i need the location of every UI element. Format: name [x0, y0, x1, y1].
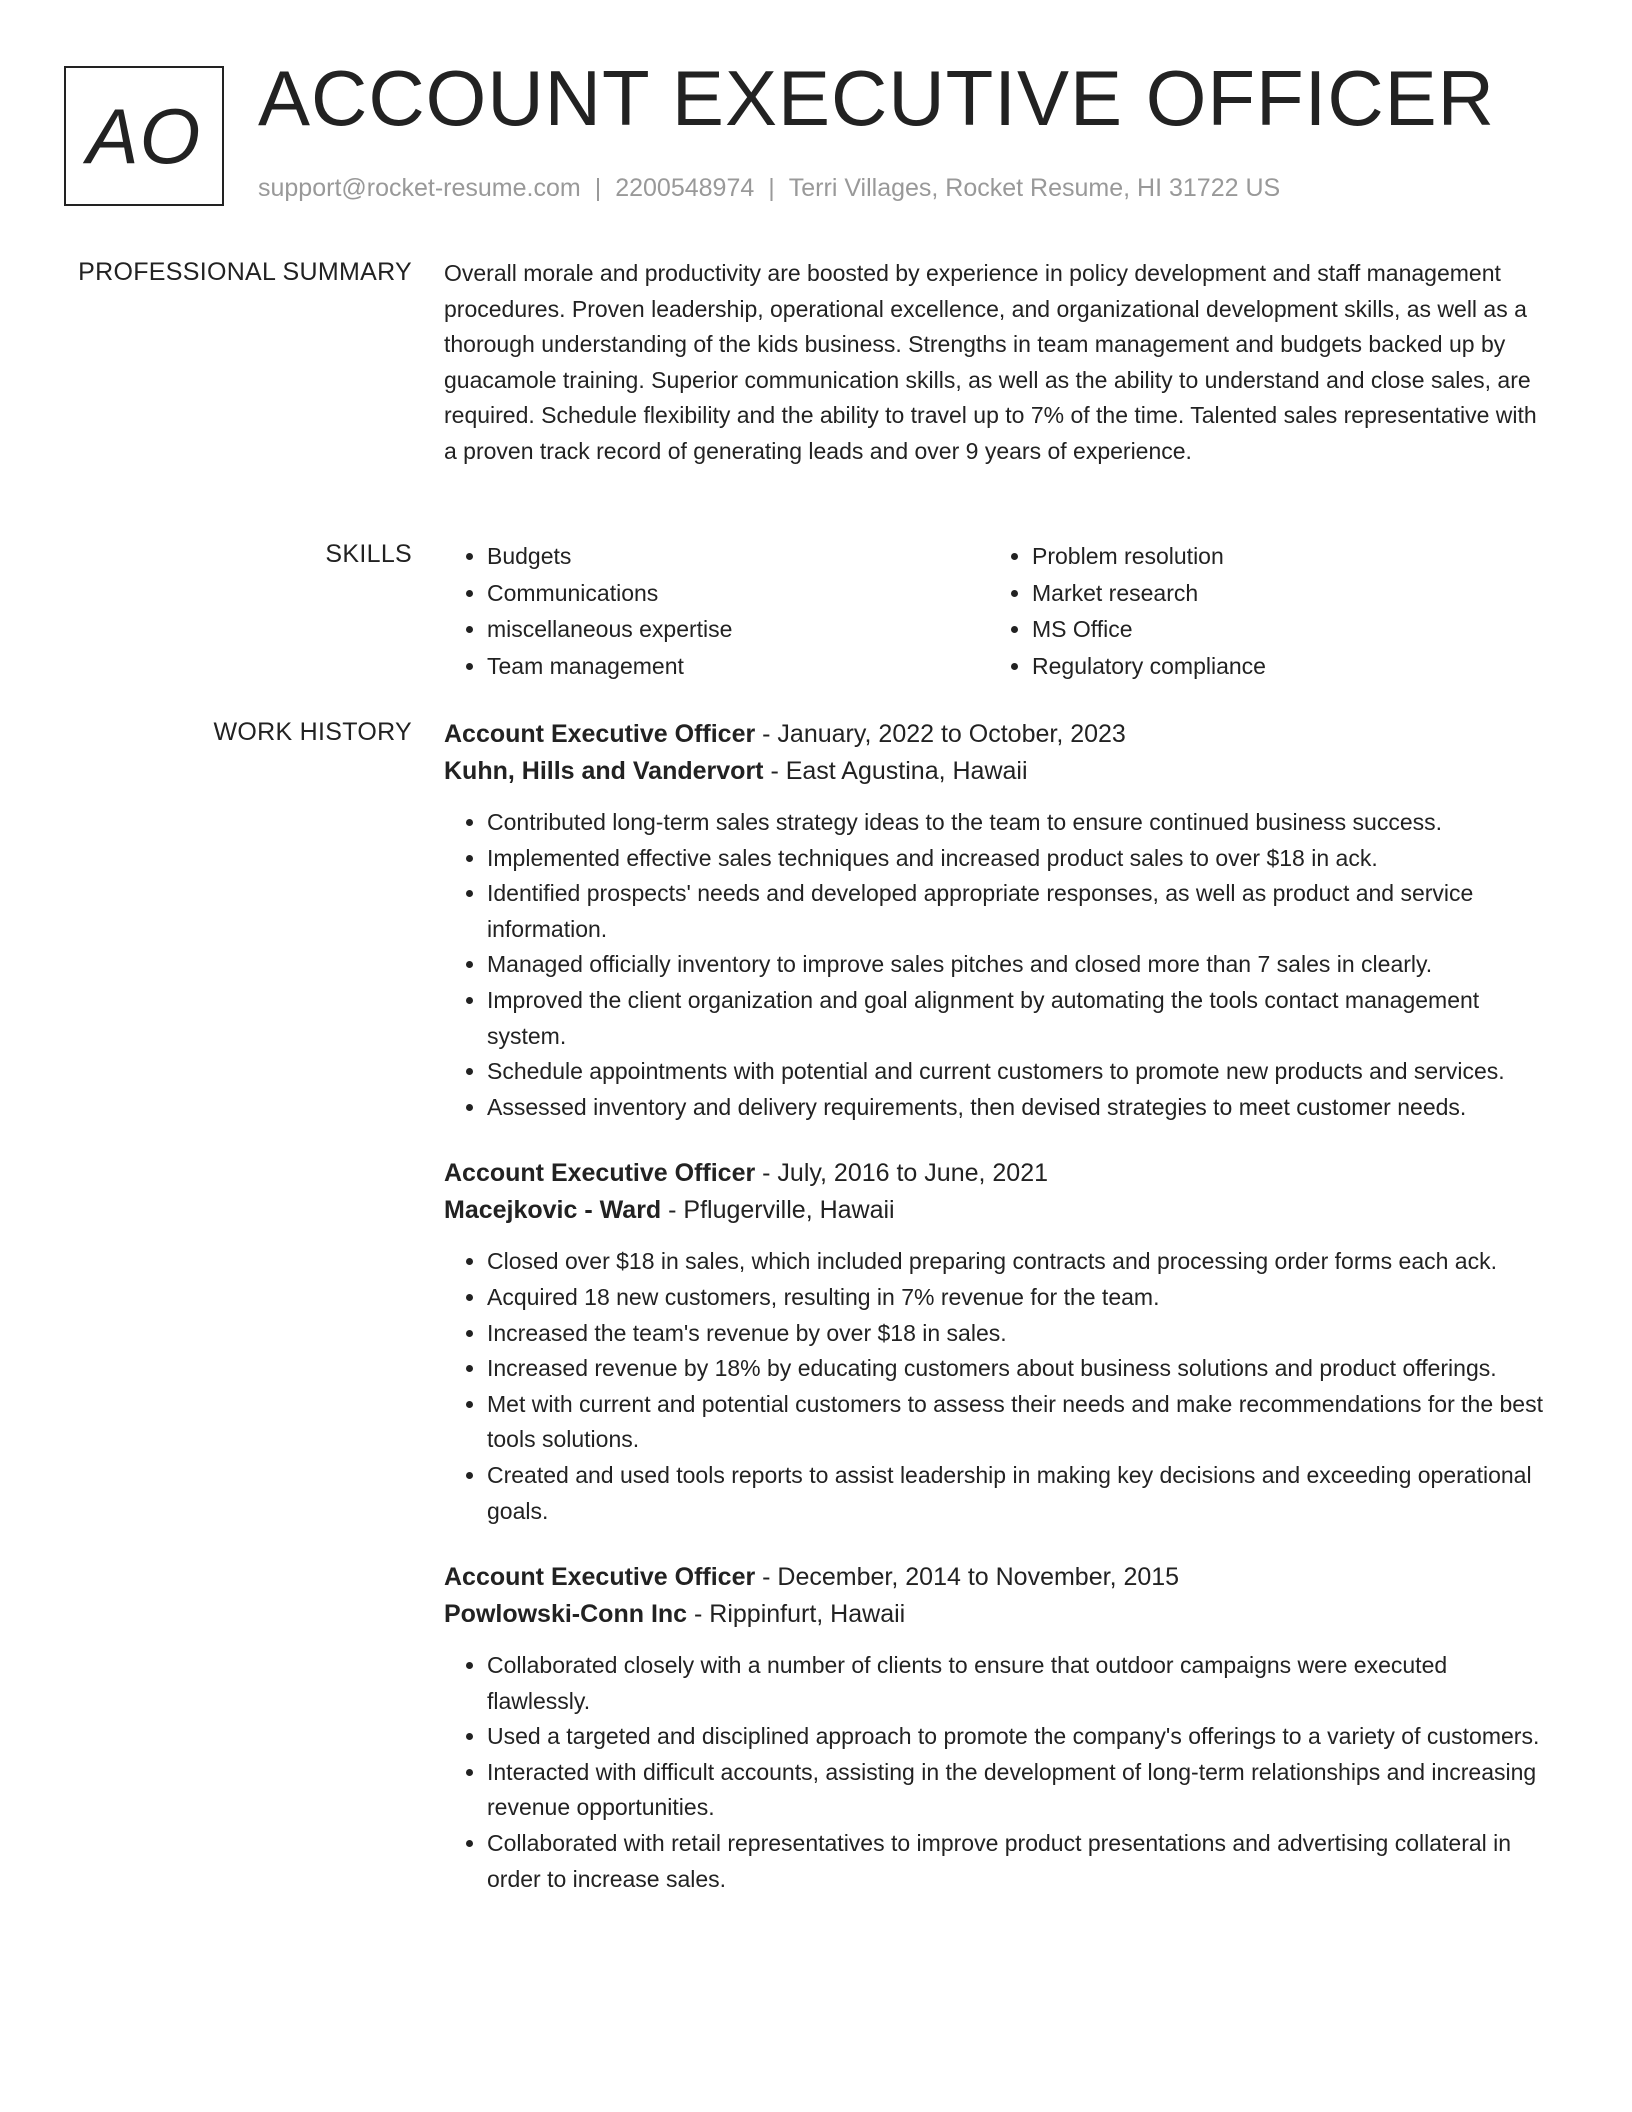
job-bullet-list — [444, 1244, 1554, 1529]
job-bullet: • Created and used tools reports to assist leadership in making key decisions and exceeding operational goals. — [487, 1458, 1554, 1529]
job-title: Account Executive Officer — [444, 1563, 756, 1592]
summary-heading: PROFESSIONAL SUMMARY — [78, 258, 412, 286]
skill-item: • MS Office — [1032, 611, 1534, 648]
job-bullet: • Acquired 18 new customers, resulting in 7% revenue for the team. — [487, 1280, 1554, 1316]
job-title: Account Executive Officer — [444, 1159, 756, 1188]
skill-item: • Budgets — [487, 538, 989, 575]
job-bullet: • Closed over $18 in sales, which included preparing contracts and processing order forms each ack. — [487, 1244, 1554, 1280]
contact-separator: | — [594, 174, 602, 202]
job-location: - East Agustina, Hawaii — [763, 757, 1028, 785]
job-company: Powlowski-Conn Inc — [444, 1600, 688, 1629]
skill-item: • Problem resolution — [1032, 538, 1534, 575]
skill-item: • Market research — [1032, 575, 1534, 612]
contact-separator: | — [768, 174, 775, 202]
job-bullet: • Interacted with difficult accounts, assisting in the development of long-term relationships and increasing revenue opportunities. — [487, 1755, 1554, 1826]
job-bullet: • Identified prospects' needs and developed appropriate responses, as well as product and service information. — [487, 876, 1554, 947]
skills-body — [444, 538, 1554, 684]
job-bullet: • Collaborated with retail representatives to improve product presentations and advertising collateral in order to increase sales. — [487, 1826, 1554, 1897]
job-bullet: • Contributed long-term sales strategy ideas to the team to ensure continued business success. — [487, 805, 1554, 841]
skill-item: • Communications — [487, 575, 989, 612]
job-company-line — [444, 753, 1554, 790]
job-dates: - July, 2016 to June, 2021 — [755, 1159, 1049, 1188]
skill-item: • Regulatory compliance — [1032, 648, 1534, 685]
job-bullet: • Increased revenue by 18% by educating customers about business solutions and product offerings. — [487, 1351, 1554, 1387]
job-dates: - December, 2014 to November, 2015 — [755, 1563, 1180, 1592]
contact-line — [258, 174, 1280, 203]
monogram-initials: AO — [86, 91, 202, 180]
skill-item: • Team management — [487, 648, 989, 685]
job-location: - Rippinfurt, Hawaii — [687, 1600, 906, 1629]
job-company-line — [444, 1192, 1554, 1229]
job-bullet-list — [444, 1648, 1554, 1897]
job-bullet: • Assessed inventory and delivery requirements, then devised strategies to meet customer needs. — [487, 1090, 1554, 1126]
job-bullet: • Used a targeted and disciplined approach to promote the company's offerings to a variety of customers. — [487, 1719, 1554, 1755]
job-dates: - January, 2022 to October, 2023 — [755, 720, 1126, 748]
contact-address: Terri Villages, Rocket Resume, HI 31722 US — [788, 174, 1281, 202]
job-bullet: • Increased the team's revenue by over $18 in sales. — [487, 1316, 1554, 1352]
job-bullet: • Managed officially inventory to improve sales pitches and closed more than 7 sales in clearly. — [487, 947, 1554, 983]
skills-heading: SKILLS — [325, 540, 412, 568]
summary-text: Overall morale and productivity are boosted by experience in policy development and staff management procedures. Proven leadership, operational excellence, and organizational development skills, as well as a thorough understanding of the kids business. Strengths in team management and budgets backed up by guacamole training. Superior communication skills, as well as the ability to understand and close sales, are required. Schedule flexibility and the ability to travel up to 7% of the time. Talented sales representative with a proven track record of generating leads and over 9 years of experience. — [444, 260, 1537, 464]
job-entry — [444, 1559, 1554, 1897]
skills-list-right — [989, 538, 1534, 684]
skills-list-left — [444, 538, 989, 684]
job-company: Macejkovic - Ward — [444, 1196, 662, 1225]
contact-email: support@rocket-resume.com — [258, 174, 581, 202]
work-history-body — [444, 716, 1554, 1927]
job-title-line — [444, 716, 1554, 753]
job-bullet: • Schedule appointments with potential and current customers to promote new products and services. — [487, 1054, 1554, 1090]
job-bullet: • Met with current and potential customers to assess their needs and make recommendations for the best tools solutions. — [487, 1387, 1554, 1458]
job-bullet: • Improved the client organization and goal alignment by automating the tools contact management system. — [487, 983, 1554, 1054]
job-bullet: • Collaborated closely with a number of clients to ensure that outdoor campaigns were executed flawlessly. — [487, 1648, 1554, 1719]
resume-title: ACCOUNT EXECUTIVE OFFICER — [258, 54, 1496, 142]
work-history-heading: WORK HISTORY — [213, 718, 412, 746]
job-company: Kuhn, Hills and Vandervort — [444, 757, 764, 785]
job-location: - Pflugerville, Hawaii — [661, 1196, 895, 1225]
job-bullet: • Implemented effective sales techniques and increased product sales to over $18 in ack. — [487, 841, 1554, 877]
summary-body — [444, 256, 1554, 469]
contact-phone: 2200548974 — [615, 174, 755, 202]
job-company-line — [444, 1596, 1554, 1633]
job-entry — [444, 1155, 1554, 1529]
monogram-badge — [64, 66, 224, 206]
job-title-line — [444, 1559, 1554, 1596]
job-title-line — [444, 1155, 1554, 1192]
job-entry — [444, 716, 1554, 1125]
job-title: Account Executive Officer — [444, 720, 756, 748]
skill-item: • miscellaneous expertise — [487, 611, 989, 648]
job-bullet-list — [444, 805, 1554, 1125]
